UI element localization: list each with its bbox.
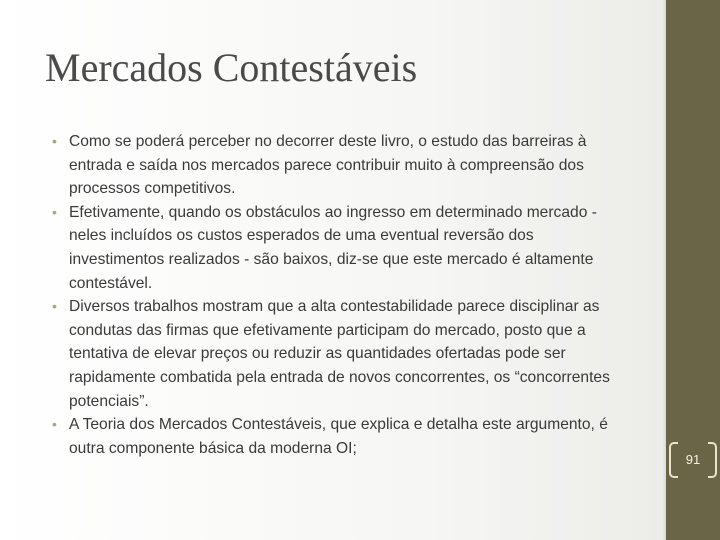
bullet-list [52, 130, 624, 460]
bullet-text: A Teoria dos Mercados Contestáveis, que explica e detalha este argumento, é outra componente básica da moderna OI; [69, 416, 608, 457]
slide-title: Mercados Contestáveis [45, 45, 418, 90]
bullet-item [52, 130, 624, 201]
bullet-text: Diversos trabalhos mostram que a alta contestabilidade parece disciplinar as condutas das firmas que efetivamente participam do mercado, posto que a tentativa de elevar preços ou reduzir as quantidades ofertadas pode ser rapidamente combatida pela entrada de novos concorrentes, os “concorrentes potenciais”. [69, 298, 610, 410]
bullet-item [52, 413, 624, 460]
bullet-marker: • [52, 203, 57, 220]
bullet-text: Como se poderá perceber no decorrer deste livro, o estudo das barreiras à entrada e saída nos mercados parece contribuir muito à compreensão dos processos competitivos. [69, 133, 587, 198]
bullet-marker: • [52, 298, 57, 315]
page-number: 91 [685, 452, 701, 467]
bullet-marker: • [52, 416, 57, 433]
bullet-item [52, 295, 624, 413]
bullet-marker: • [52, 133, 57, 149]
bullet-item [52, 201, 624, 295]
page-number-badge [669, 442, 717, 478]
bullet-text: Efetivamente, quando os obstáculos ao ingresso em determinado mercado - neles incluídos os custos esperados de uma eventual reversão dos investimentos realizados - são baixos, diz-se que este mercado é altamente contestável. [69, 203, 597, 292]
